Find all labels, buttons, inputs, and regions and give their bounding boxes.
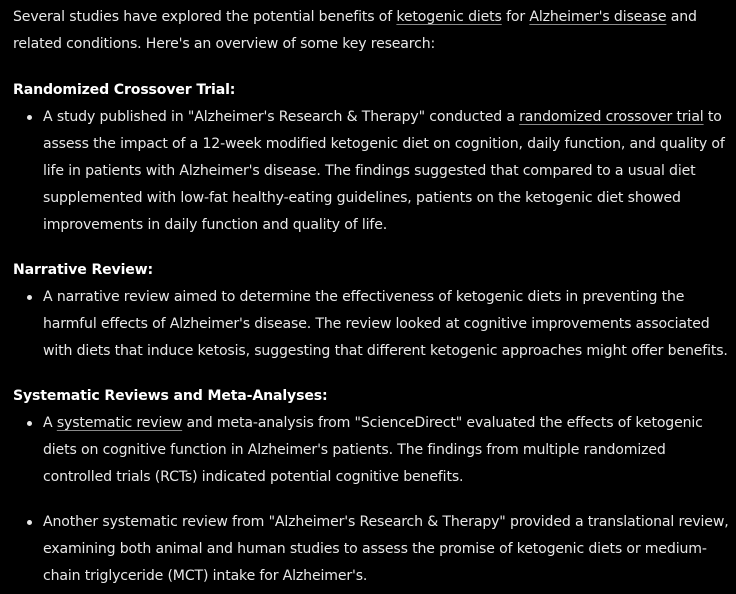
intro-text-3: and related conditions. Here's an overview of some key research: [13,9,697,52]
list-item [13,509,731,590]
item-text: A narrative review aimed to determine the effectiveness of ketogenic diets in preventing the harmful effects of Alzheimer's disease. The review looked at cognitive improvements associated with diets that induce ketosis, suggesting that different ketogenic approaches might offer benefits. [43,289,728,359]
section-heading-crossover-trial: Randomized Crossover Trial: [13,82,236,98]
intro-text-2: for [501,9,530,25]
intro-paragraph [13,4,731,58]
bullet-icon [27,115,32,120]
crossover-trial-list [13,104,731,239]
randomized-crossover-trial-link[interactable]: randomized crossover trial [519,109,704,125]
item-text-1: A study published in "Alzheimer's Research & Therapy" conducted a [43,109,520,125]
bullet-icon [27,295,32,300]
list-item [13,104,731,239]
ketogenic-diets-link[interactable]: ketogenic diets [396,9,502,25]
item-text-1: A [43,415,57,431]
bullet-icon [27,520,32,525]
intro-text-1: Several studies have explored the potential benefits of [13,9,397,25]
item-text-2: and meta-analysis from "ScienceDirect" evaluated the effects of ketogenic diets on cognitive function in Alzheimer's patients. The findings from multiple randomized controlled trials (RCTs) indicated potential cognitive benefits. [43,415,703,485]
section-heading-systematic-reviews: Systematic Reviews and Meta-Analyses: [13,388,328,404]
item-text-2: to assess the impact of a 12-week modified ketogenic diet on cognition, daily function, and quality of life in patients with Alzheimer's disease. The findings suggested that compared to a usual diet supplemented with low-fat healthy-eating guidelines, patients on the ketogenic diet showed improvements in daily function and quality of life. [43,109,725,233]
list-item [13,284,731,365]
narrative-review-list [13,284,731,365]
systematic-reviews-list [13,410,731,590]
systematic-review-link[interactable]: systematic review [56,415,183,431]
bullet-icon [27,421,32,426]
section-heading-narrative-review: Narrative Review: [13,262,154,278]
item-text: Another systematic review from "Alzheimer's Research & Therapy" provided a translational review, examining both animal and human studies to assess the promise of ketogenic diets or medium-chain triglyceride (MCT) intake for Alzheimer's. [43,514,729,584]
list-item [13,410,731,491]
alzheimers-disease-link[interactable]: Alzheimer's disease [529,9,667,25]
chat-response [13,4,731,590]
